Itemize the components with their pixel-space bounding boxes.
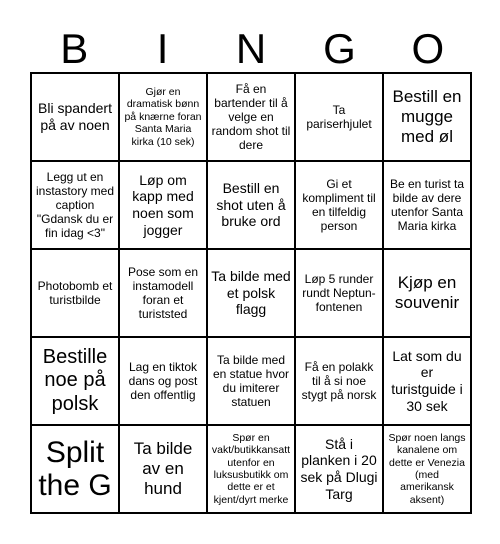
bingo-cell[interactable]: Kjøp en souvenir (383, 249, 471, 337)
bingo-cell[interactable]: Spør en vakt/butikkansatt utenfor en luksusbutikk om dette er et kjent/dyrt merke (207, 425, 295, 513)
bingo-cell[interactable]: Lag en tiktok dans og post den offentlig (119, 337, 207, 425)
bingo-cell[interactable]: Få en polakk til å si noe stygt på norsk (295, 337, 383, 425)
bingo-cell[interactable]: Løp 5 runder rundt Neptun-fontenen (295, 249, 383, 337)
title-letter-n: N (235, 25, 267, 72)
title-letter-i: I (156, 25, 169, 72)
bingo-cell[interactable]: Gjør en dramatisk bønn på knærne foran Santa Maria kirka (10 sek) (119, 73, 207, 161)
title-letter-b: B (60, 25, 89, 72)
bingo-cell[interactable]: Ta bilde med en statue hvor du imiterer statuen (207, 337, 295, 425)
bingo-cell[interactable]: Legg ut en instastory med caption "Gdansk du er fin idag <3" (31, 161, 119, 249)
bingo-cell[interactable]: Bestill en shot uten å bruke ord (207, 161, 295, 249)
bingo-cell[interactable]: Bestille noe på polsk (31, 337, 119, 425)
bingo-cell[interactable]: Lat som du er turistguide i 30 sek (383, 337, 471, 425)
bingo-cell[interactable]: Pose som en instamodell foran et turiststed (119, 249, 207, 337)
title-letter-o: O (411, 25, 445, 72)
bingo-cell[interactable]: Ta pariserhjulet (295, 73, 383, 161)
bingo-cell[interactable]: Split the G (31, 425, 119, 513)
bingo-cell[interactable]: Løp om kapp med noen som jogger (119, 161, 207, 249)
bingo-cell[interactable]: Bestill en mugge med øl (383, 73, 471, 161)
bingo-cell[interactable]: Ta bilde med et polsk flagg (207, 249, 295, 337)
bingo-cell[interactable]: Gi et kompliment til en tilfeldig person (295, 161, 383, 249)
bingo-title (30, 24, 472, 74)
bingo-cell[interactable]: Photobomb et turistbilde (31, 249, 119, 337)
bingo-cell[interactable]: Stå i planken i 20 sek på Dlugi Targ (295, 425, 383, 513)
bingo-cell[interactable]: Ta bilde av en hund (119, 425, 207, 513)
bingo-cell[interactable]: Få en bartender til å velge en random shot til dere (207, 73, 295, 161)
bingo-cell[interactable]: Be en turist ta bilde av dere utenfor Santa Maria kirka (383, 161, 471, 249)
bingo-grid (30, 72, 472, 514)
bingo-cell[interactable]: Bli spandert på av noen (31, 73, 119, 161)
title-letter-g: G (323, 25, 356, 72)
bingo-cell[interactable]: Spør noen langs kanalene om dette er Venezia (med amerikansk aksent) (383, 425, 471, 513)
